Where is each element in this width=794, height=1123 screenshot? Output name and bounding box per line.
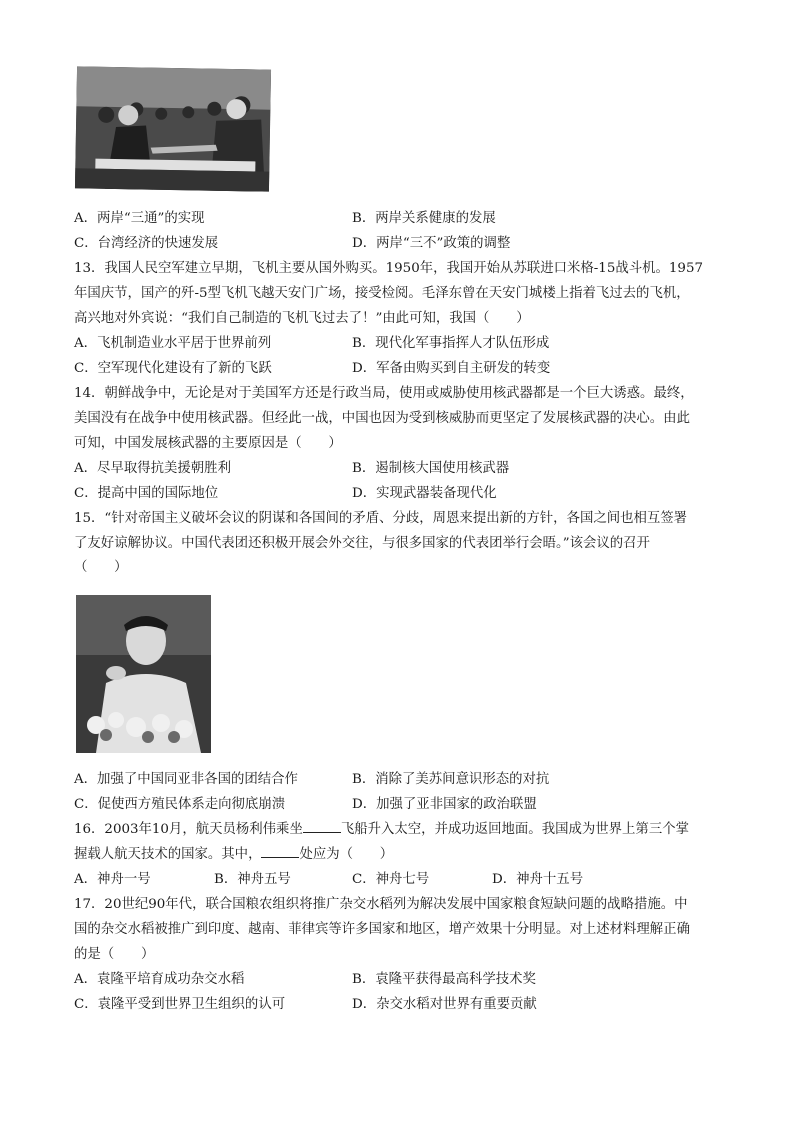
q12-option-a: A．两岸“三通”的实现: [74, 211, 205, 226]
q14-option-b: B．遏制核大国使用核武器: [352, 461, 510, 476]
q13-stem-line-1: 13．我国人民空军建立早期，飞机主要从国外购买。1950年，我国开始从苏联进口米格-15战斗机。1957: [74, 261, 703, 276]
portrait-photo-illustration: [76, 595, 211, 753]
q17-stem-line-2: 国的杂交水稻被推广到印度、越南、菲律宾等许多国家和地区，增产效果十分明显。对上述材料理解正确: [74, 922, 690, 937]
q15-stem-line-2: 了友好谅解协议。中国代表团还积极开展会外交往，与很多国家的代表团举行会晤。”该会议的召开: [74, 536, 650, 551]
q16-blank-1: [303, 820, 341, 833]
q14-option-a: A．尽早取得抗美援朝胜利: [74, 461, 231, 476]
q16-option-a: A．神舟一号: [74, 872, 151, 887]
q16-option-d: D．神舟十五号: [492, 872, 584, 887]
handshake-photo: [75, 66, 271, 191]
q13-option-b: B．现代化军事指挥人才队伍形成: [352, 336, 550, 351]
q16-stem-line-1-end: 飞船升入太空，并成功返回地面。我国成为世界上第三个掌: [340, 822, 689, 837]
q17-option-a: A．袁隆平培育成功杂交水稻: [74, 972, 245, 987]
q13-stem-line-3: 高兴地对外宾说：“我们自己制造的飞机飞过去了！”由此可知，我国（ ）: [74, 311, 530, 326]
q17-stem-line-1: 17．20世纪90年代，联合国粮农组织将推广杂交水稻列为解决发展中国家粮食短缺问题的战略措施。中: [74, 897, 688, 912]
q16-stem-line-2: [74, 845, 724, 865]
q13-option-d: D．军备由购买到自主研发的转变: [352, 361, 551, 376]
q16-blank-2: [261, 845, 299, 858]
q17-option-c: C．袁隆平受到世界卫生组织的认可: [74, 997, 286, 1012]
q12-option-c: C．台湾经济的快速发展: [74, 236, 219, 251]
q15-option-a: A．加强了中国同亚非各国的团结合作: [74, 772, 298, 787]
q15-option-b: B．消除了美苏间意识形态的对抗: [352, 772, 550, 787]
q16-stem-line-2-start: 握载人航天技术的国家。其中，: [74, 847, 262, 862]
handshake-photo-illustration: [75, 66, 271, 191]
q14-stem-line-3: 可知，中国发展核武器的主要原因是（ ）: [74, 436, 342, 451]
q16-stem-line-1-start: 16．2003年10月，航天员杨利伟乘坐: [74, 822, 303, 837]
q17-stem-line-3: 的是（ ）: [74, 947, 155, 962]
q15-stem-line-3: （ ）: [74, 560, 128, 575]
q14-option-d: D．实现武器装备现代化: [352, 486, 497, 501]
q16-stem-line-2-end: 处应为（ ）: [299, 847, 394, 862]
q15-option-c: C．促使西方殖民体系走向彻底崩溃: [74, 797, 286, 812]
q12-option-d: D．两岸“三不”政策的调整: [352, 236, 511, 251]
portrait-photo: [76, 595, 211, 753]
q13-stem-line-2: 年国庆节，国产的歼-5型飞机飞越天安门广场，接受检阅。毛泽东曾在天安门城楼上指着飞过去的飞机，: [74, 286, 690, 301]
q17-option-d: D．杂交水稻对世界有重要贡献: [352, 997, 537, 1012]
q13-option-a: A．飞机制造业水平居于世界前列: [74, 336, 272, 351]
q16-option-b: B．神舟五号: [214, 872, 291, 887]
q16-option-c: C．神舟七号: [352, 872, 430, 887]
q15-option-d: D．加强了亚非国家的政治联盟: [352, 797, 537, 812]
q15-stem-line-1: 15．“针对帝国主义破坏会议的阴谋和各国间的矛盾、分歧，周恩来提出新的方针，各国之间也相互签署: [74, 511, 688, 526]
q13-option-c: C．空军现代化建设有了新的飞跃: [74, 361, 272, 376]
q16-stem-line-1: [74, 820, 724, 840]
q14-stem-line-1: 14．朝鲜战争中，无论是对于美国军方还是行政当局，使用或威胁使用核武器都是一个巨大诱惑。最终，: [74, 386, 694, 401]
q12-option-b: B．两岸关系健康的发展: [352, 211, 496, 226]
q14-option-c: C．提高中国的国际地位: [74, 486, 219, 501]
q17-option-b: B．袁隆平获得最高科学技术奖: [352, 972, 536, 987]
q14-stem-line-2: 美国没有在战争中使用核武器。但经此一战，中国也因为受到核威胁而更坚定了发展核武器的决心。由此: [74, 411, 690, 426]
